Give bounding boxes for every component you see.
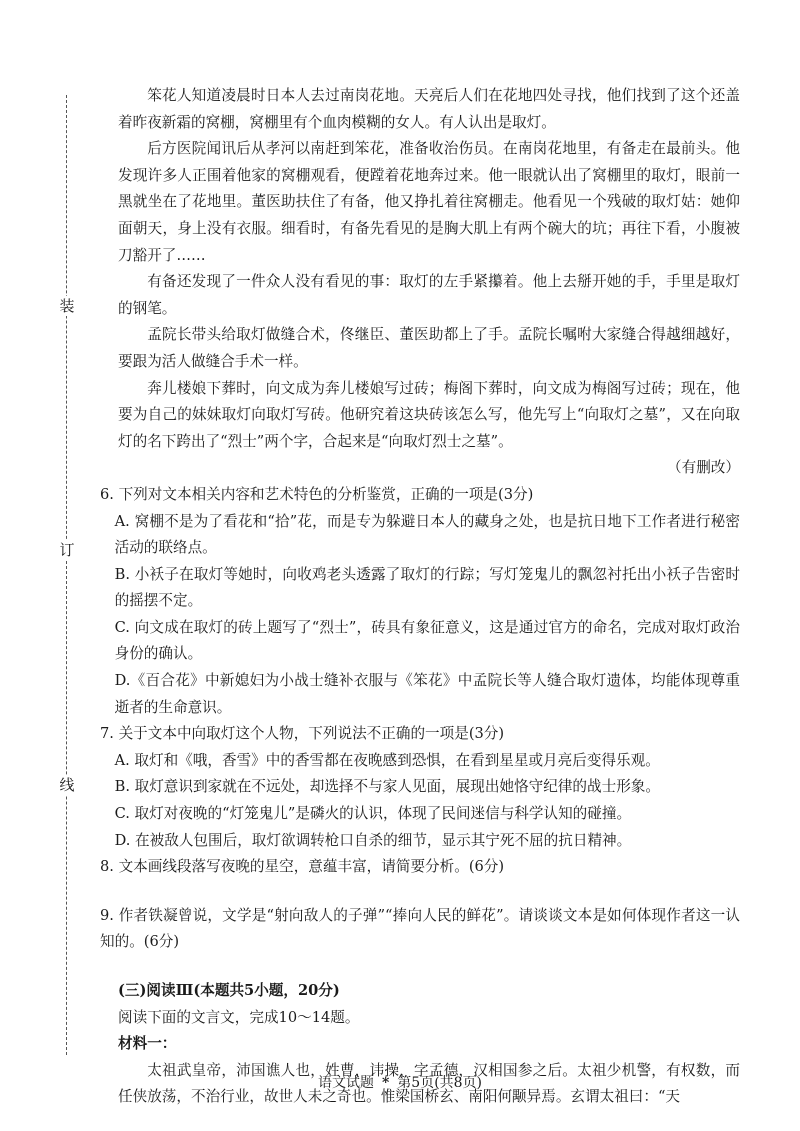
question-option: D.《百合花》中新媳妇为小战士缝补衣服与《笨花》中孟院长等人缝合取灯遗体，均能体现尊重逝者的生命意识。	[114, 672, 740, 716]
question-7	[100, 721, 740, 854]
section-title: (三)阅读Ⅲ(本题共5小题，20分)	[118, 982, 340, 999]
question-stem: 6. 下列对文本相关内容和艺术特色的分析鉴赏，正确的一项是(3分)	[100, 485, 534, 503]
binding-char-ding: 订	[57, 540, 77, 560]
question-6	[100, 482, 740, 721]
binding-char-xian: 线	[57, 775, 77, 795]
answer-space	[118, 956, 740, 978]
question-9	[100, 903, 740, 956]
footer-subject: 语文试题	[317, 1075, 374, 1091]
answer-space	[118, 881, 740, 903]
question-option: A. 窝棚不是为了看花和“拾”花，而是专为躲避日本人的藏身之处，也是抗日地下工作者进行秘密活动的联络点。	[114, 512, 740, 557]
question-stem: 8. 文本画线段落写夜晚的星空，意蕴丰富，请简要分析。(6分)	[100, 858, 505, 876]
page-footer	[0, 1072, 800, 1092]
question-option: D. 在被敌人包围后，取灯欲调转枪口自杀的细节，显示其宁死不屈的抗日精神。	[114, 831, 632, 849]
question-option: B. 小袄子在取灯等她时，向收鸡老头透露了取灯的行踪；写灯笼鬼儿的飘忽衬托出小袄子告密时的摇摆不定。	[114, 565, 740, 610]
passage-paragraph: 后方医院闻讯后从孝河以南赶到笨花，准备收治伤员。在南岗花地里，有备走在最前头。他发现许多人正围着他家的窝棚观看，便蹚着花地奔过来。他一眼就认出了窝棚里的取灯，眼前一黑就坐在了花地里。董医助扶住了有备，他又挣扎着往窝棚走。他看见一个残破的取灯姑：她仰面朝天，身上没有衣服。细看时，有备先看见的是胸大肌上有两个碗大的坑；再往下看，小腹被刀豁开了……	[118, 140, 740, 264]
passage-paragraph: 奔儿楼娘下葬时，向文成为奔儿楼娘写过砖；梅阁下葬时，向文成为梅阁写过砖；现在，他要为自己的妹妹取灯向取灯写砖。他研究着这块砖该怎么写，他先写上“向取灯之墓”，又在向取灯的名下跨出了“烈士”两个字，合起来是“向取灯烈士之墓”。	[118, 379, 740, 450]
binding-dashed-line	[66, 95, 67, 1055]
passage-paragraph: 有备还发现了一件众人没有看见的事：取灯的左手紧攥着。他上去掰开她的手，手里是取灯的钢笔。	[118, 273, 740, 317]
question-stem: 7. 关于文本中向取灯这个人物，下列说法不正确的一项是(3分)	[100, 725, 505, 743]
binding-char-zhuang: 装	[57, 296, 77, 316]
footer-page-number: 第5页(共8页)	[397, 1075, 483, 1091]
page-content	[100, 83, 740, 1111]
question-option: C. 取灯对夜晚的“灯笼鬼儿”是磷火的认识，体现了民间迷信与科学认知的碰撞。	[114, 805, 632, 823]
passage-paragraph: 笨花人知道凌晨时日本人去过南岗花地。天亮后人们在花地四处寻找，他们找到了这个还盖着昨夜新霜的窝棚，窝棚里有个血肉模糊的女人。有人认出是取灯。	[118, 87, 740, 131]
passage-credit: （有删改）	[667, 459, 740, 477]
question-option: C. 向文成在取灯的砖上题写了“烈士”，砖具有象征意义，这是通过官方的命名，完成对取灯政治身份的确认。	[114, 618, 740, 663]
question-option: B. 取灯意识到家就在不远处，却选择不与家人见面，展现出她恪守纪律的战士形象。	[114, 778, 660, 796]
question-option: A. 取灯和《哦，香雪》中的香雪都在夜晚感到恐惧，在看到星星或月亮后变得乐观。	[114, 751, 660, 769]
section-instruction: 阅读下面的文言文，完成10～14题。	[118, 1008, 360, 1026]
material-label: 材料一：	[118, 1035, 177, 1053]
question-stem: 9. 作者铁凝曾说，文学是“射向敌人的子弹”“捧向人民的鲜花”。请谈谈文本是如何体现作者这一认知的。(6分)	[100, 906, 740, 951]
footer-star: *	[381, 1075, 390, 1091]
material-text: 太祖武皇帝，沛国谯人也，姓曹，讳操，字孟德，汉相国参之后。太祖少机警，有权数，而任侠放荡，不治行业，故世人未之奇也。惟梁国桥玄、南阳何颙异焉。玄谓太祖曰：“天	[118, 1061, 740, 1106]
question-8	[100, 854, 740, 881]
passage-paragraph: 孟院长带头给取灯做缝合术，佟继臣、董医助都上了手。孟院长嘱咐大家缝合得越细越好，要跟为活人做缝合手术一样。	[118, 326, 740, 370]
